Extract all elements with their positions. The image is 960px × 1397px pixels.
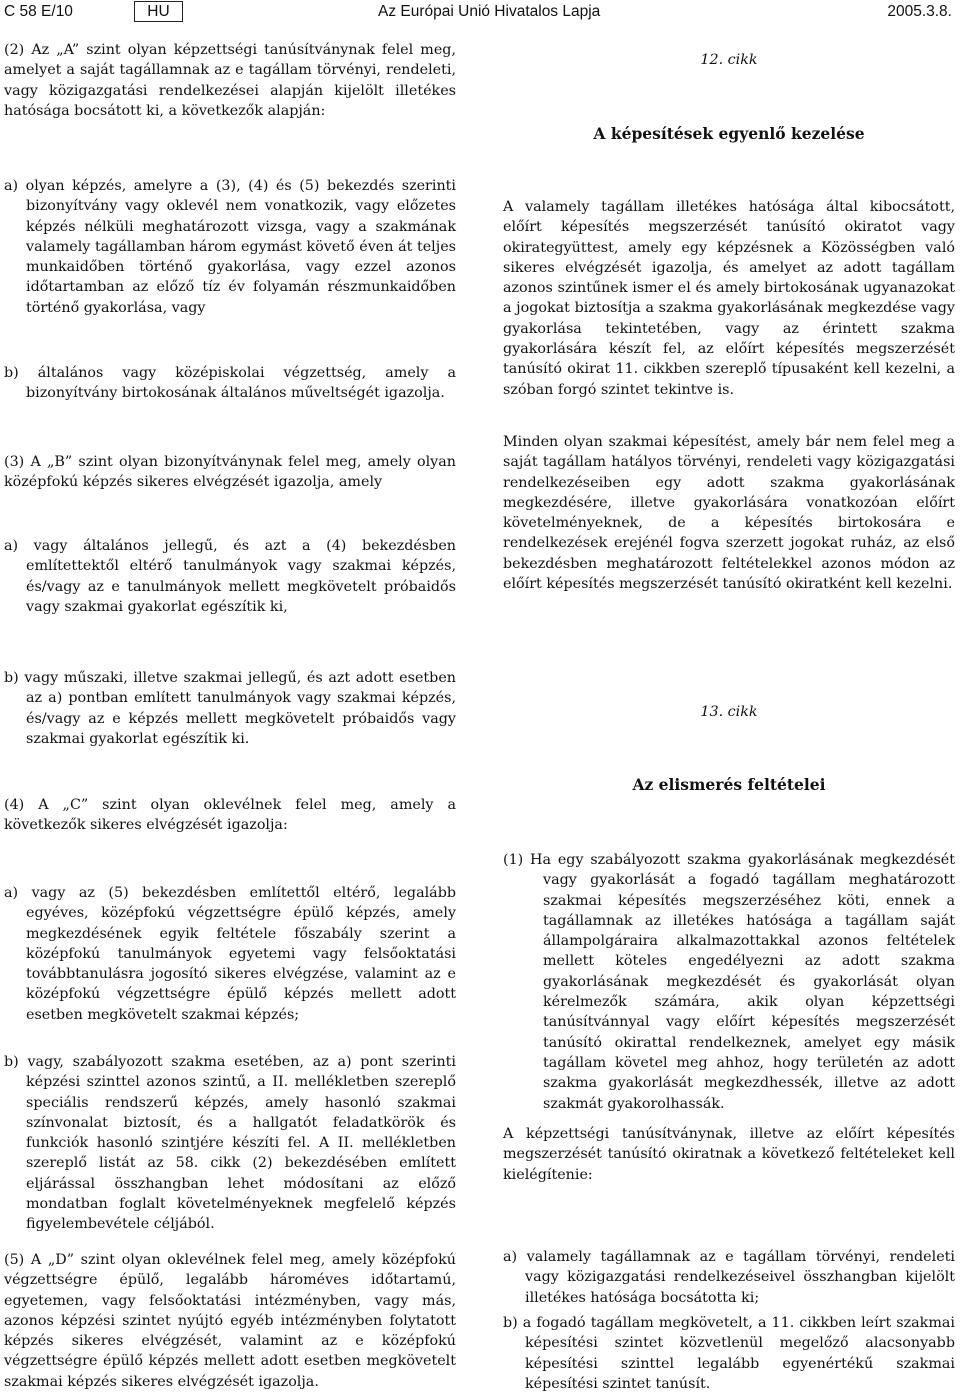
article-12-paragraph-2: Minden olyan szakmai képesítést, amely bár nem felel meg a saját tagállam hatályos törvényi, rendeleti vagy közigazgatási rendelkezéseiben egy adott szakma gyakorlásának megkezdésére, illetve gyakorlására vonatkozóan előírt követelményeknek, de a képesítés birtokosára e rendelkezések erejénél fogva szerzett jogokat ruház, az első bekezdésben meghatározott feltételekkel azonos módon az előírt képesítés megszerzését tanúsító okiratként kell kezelni. [503,434,955,593]
publication-date: 2005.3.8. [887,3,952,20]
paragraph-5-intro: (5) A „D” szint olyan oklevélnek felel meg, amely középfokú végzettségre épülő, legalább hároméves időtartamú, egyetemen, vagy felsőoktatási intézményben, vagy más, azonos képzési szintet nyújtó egyéb intézményben folytatott képzés sikeres elvégzését, valamint az e középfokú végzettségre épülő képzés mellett adott esetben megkövetelt szakmai képzés sikeres elvégzését igazolja. [4,1252,456,1390]
language-badge: HU [134,1,183,22]
paragraph-2-intro: (2) Az „A” szint olyan képzettségi tanúsítványnak felel meg, amelyet a saját tagállamnak az e tagállam törvényi, rendeleti, vagy közigazgatási rendelkezései alapján kijelölt illetékes hatósága bocsátott ki, a következők alapján: [4,42,456,119]
paragraph-3-point-a: a) vagy általános jellegű, és azt a (4) bekezdésben említettektől eltérő tanulmányok vagy szakmai képzés, és/vagy az e tanulmányok mellett megkövetelt próbaidős vagy szakmai gyakorlat egészítik ki, [4,538,456,615]
article-13-title: Az elismerés feltételei [632,775,826,794]
page-reference: C 58 E/10 [4,3,73,20]
article-12-title: A képesítések egyenlő kezelése [593,124,865,143]
article-13-point-b: b) a fogadó tagállam megkövetelt, a 11. cikkben leírt szakmai képesítési szintet közvetlenül megelőző alacsonyabb képesítési szinttel legalább egyenértékű szakmai képesítési szintet tanúsít. [503,1315,955,1392]
paragraph-2-point-b: b) általános vagy középiskolai végzettség, amely a bizonyítvány birtokosának általános műveltségét igazolja. [4,365,456,402]
paragraph-3-point-b: b) vagy műszaki, illetve szakmai jellegű, és azt adott esetben az a) pontban említett tanulmányok vagy szakmai képzés, és/vagy az e képzés mellett megkövetelt próbaidős vagy szakmai gyakorlat egészítik ki. [4,670,456,747]
journal-title: Az Európai Unió Hivatalos Lapja [378,3,601,20]
paragraph-4-point-b: b) vagy, szabályozott szakma esetében, az a) pont szerinti képzési szinttel azonos szintű, a II. mellékletben szereplő speciális rendszerű képzés, amely hasonló szakmai színvonalat biztosít, és a hallgatót feladatkörök és funkciók hasonló szintjére készíti fel. A II. mellékletben szereplő listát az 58. cikk (2) bekezdésében említett eljárással összhangban lehet módosítani az előző mondatban foglalt követelményeknek megfelelő képzés figyelembevétele céljából. [4,1054,456,1233]
paragraph-4-intro: (4) A „C” szint olyan oklevélnek felel meg, amely a következők sikeres elvégzését igazolja: [4,797,456,834]
article-13-paragraph-1: (1) Ha egy szabályozott szakma gyakorlásának megkezdését vagy gyakorlását a fogadó tagállam meghatározott szakmai képesítés megszerzéséhez köti, ennek a tagállamnak az illetékes hatósága a tagállam saját állampolgáraira alkalmazottakkal azonos feltételek mellett köteles engedélyezni az adott szakma gyakorlásának megkezdését és gyakorlását olyan kérelmezők számára, akik olyan képzettségi tanúsítvánnyal vagy előírt képesítés megszerzését tanúsító okirattal rendelkeznek, amelyet egy másik tagállam követel meg ahhoz, hogy területén az adott szakma gyakorlását megkezdhessék, illetve az adott szakmát gyakorolhassák. [503,852,955,1112]
article-13-point-a: a) valamely tagállamnak az e tagállam törvényi, rendeleti vagy közigazgatási rendelkezéseivel összhangban kijelölt illetékes hatósága bocsátotta ki; [503,1249,955,1306]
paragraph-2-point-a: a) olyan képzés, amelyre a (3), (4) és (5) bekezdés szerinti bizonyítvány vagy oklevél nem vonatkozik, vagy előzetes képzés nélküli meghatározott vizsga, vagy a szakmának valamely tagállamban három egymást követő éven át teljes munkaidőben történő gyakorlása, vagy ezzel azonos időtartamban az előző tíz év folyamán részmunkaidőben történő gyakorlása, vagy [4,178,456,316]
article-13-paragraph-2: A képzettségi tanúsítványnak, illetve az előírt képesítés megszerzését tanúsító okiratnak a következő feltételeket kell kielégítenie: [503,1126,955,1183]
article-12-paragraph-1: A valamely tagállam illetékes hatósága által kibocsátott, előírt képesítés megszerzését tanúsító okiratot vagy okirategyüttest, amely egy képzésnek a Közösségben való sikeres elvégzését igazolja, és amelyet az adott tagállam azonos szintűnek ismer el és amely birtokosának ugyanazokat a jogokat biztosítja a szakma gyakorlásának megkezdése vagy gyakorlása tekintetében, vagy az érintett szakma gyakorlására készít fel, az előírt képesítés megszerzését tanúsító okirat 11. cikkben szereplő típusaként kell kezelni, a szóban forgó szintet tekintve is. [503,199,955,398]
page-header [0,0,960,26]
paragraph-3-intro: (3) A „B” szint olyan bizonyítványnak felel meg, amely olyan középfokú képzés sikeres elvégzését igazolja, amely [4,454,456,491]
paragraph-4-point-a: a) vagy az (5) bekezdésben említettől eltérő, legalább egyéves, középfokú végzettségre épülő képzés, amely megkezdésének egyik feltétele főszabály szerint a középfokú tanulmányok egyetemi vagy felsőoktatási továbbtanulásra jogosító sikeres elvégzése, valamint az e középfokú végzettségre épülő képzés mellett adott esetben megkövetelt szakmai képzés; [4,885,456,1023]
article-13-label: 13. cikk [700,704,758,720]
article-12-label: 12. cikk [700,52,758,68]
